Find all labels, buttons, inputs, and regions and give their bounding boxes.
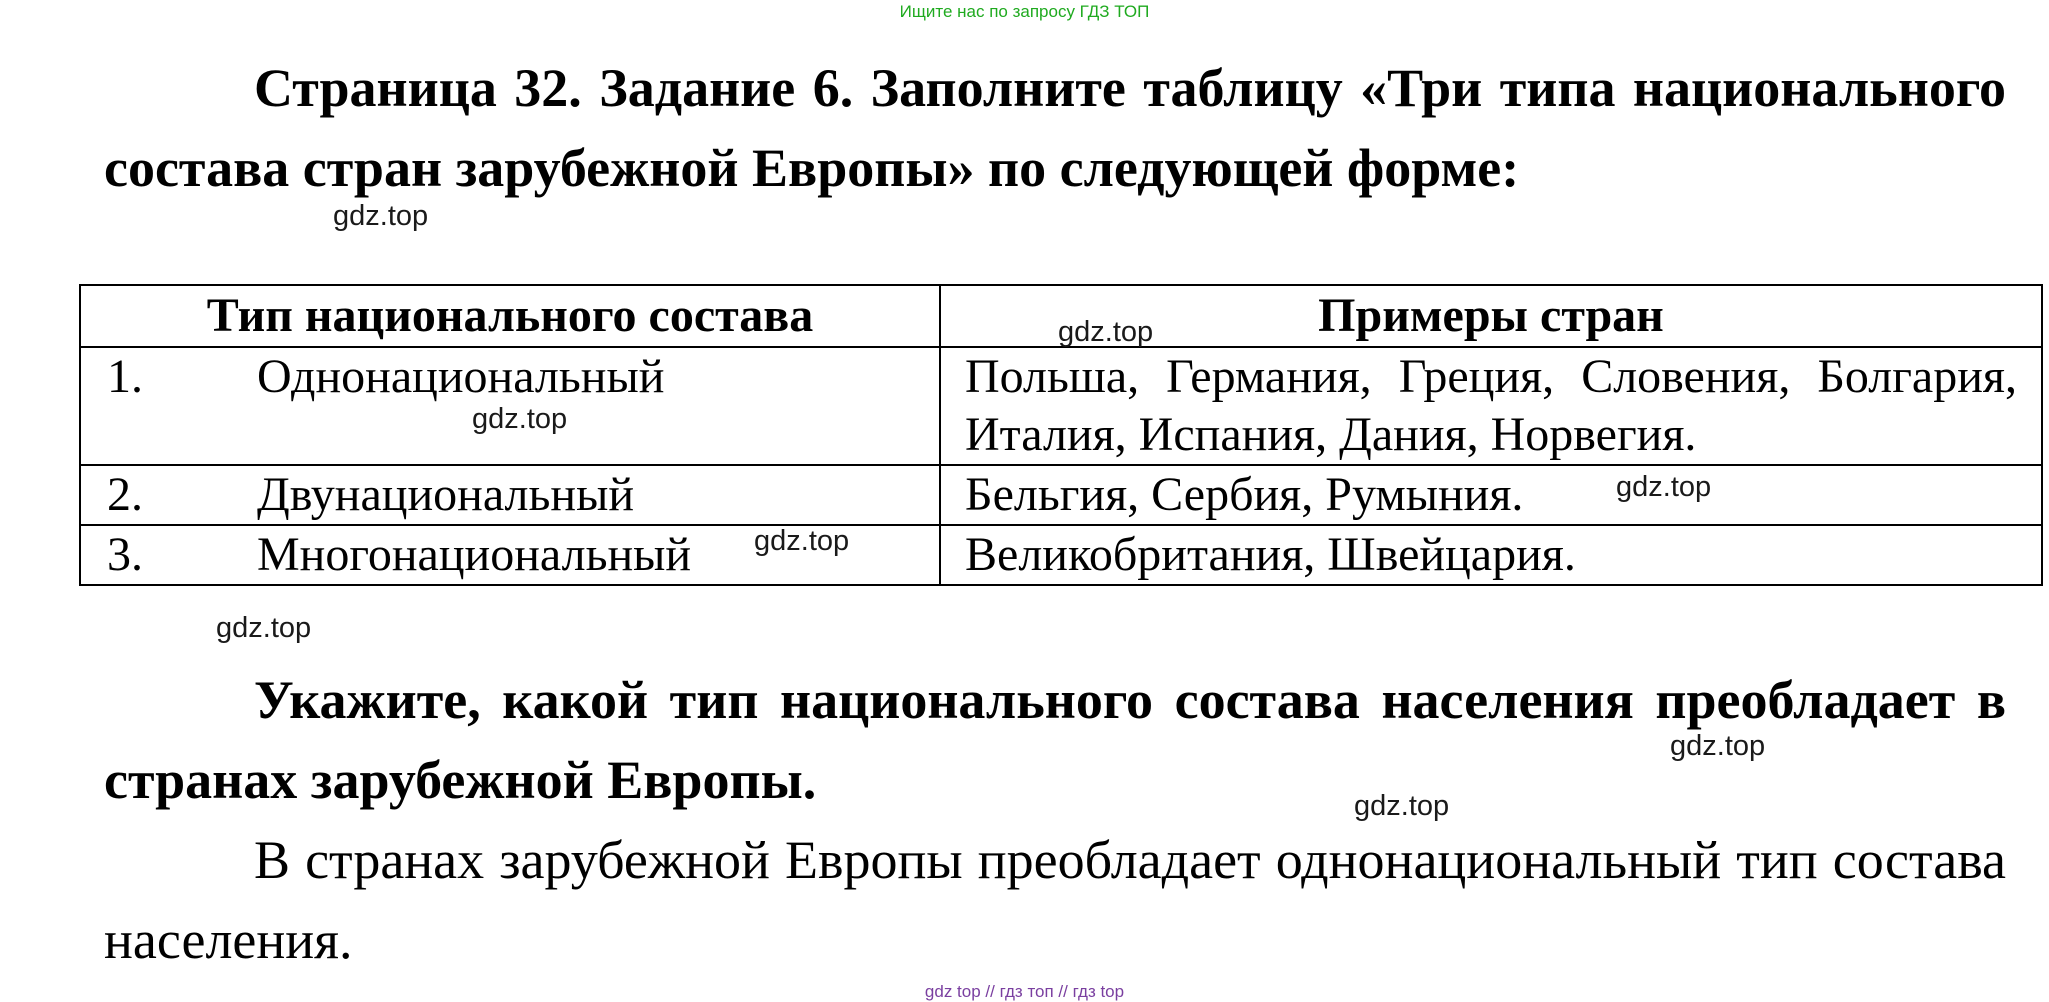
answer-text: В странах зарубежной Европы преобладает однонациональный тип состава населения. [104, 830, 2006, 970]
answer-paragraph [104, 820, 2006, 980]
row-number: 1. [107, 350, 143, 403]
row-number: 3. [107, 528, 143, 581]
examples-cell: Бельгия, Сербия, Румыния. [940, 465, 2042, 525]
table-row [80, 525, 2042, 585]
watermark: gdz.top [472, 403, 568, 435]
type-cell [80, 465, 940, 525]
header-type: Тип национального состава [80, 285, 940, 347]
type-label: Однонациональный [257, 350, 665, 403]
header-examples: Примеры стран [940, 285, 2042, 347]
examples-cell: Великобритания, Швейцария. [940, 525, 2042, 585]
table-row [80, 465, 2042, 525]
task-heading [104, 48, 2006, 208]
watermark: gdz.top [216, 612, 312, 644]
watermark: gdz.top [1670, 730, 1766, 762]
top-promo-link[interactable]: Ищите нас по запросу ГДЗ ТОП [899, 2, 1150, 21]
table-row [80, 347, 2042, 465]
watermark: gdz.top [1616, 471, 1712, 503]
watermark: gdz.top [333, 200, 429, 232]
row-number: 2. [107, 468, 143, 521]
question-heading-text: Укажите, какой тип национального состава населения преобладает в странах зарубежной Европы. [104, 670, 2006, 810]
bottom-promo-links[interactable]: gdz top // гдз топ // гдз top [924, 982, 1125, 1001]
task-heading-text: Страница 32. Задание 6. Заполните таблицу «Три типа национального состава стран зарубежной Европы» по следующей форме: [104, 58, 2006, 198]
watermark: gdz.top [754, 525, 850, 557]
watermark: gdz.top [1058, 316, 1154, 348]
watermark: gdz.top [1354, 790, 1450, 822]
type-label: Многонациональный [257, 528, 692, 581]
type-label: Двунациональный [257, 468, 635, 521]
examples-cell: Польша, Германия, Греция, Словения, Болгария, Италия, Испания, Дания, Норвегия. [940, 347, 2042, 465]
